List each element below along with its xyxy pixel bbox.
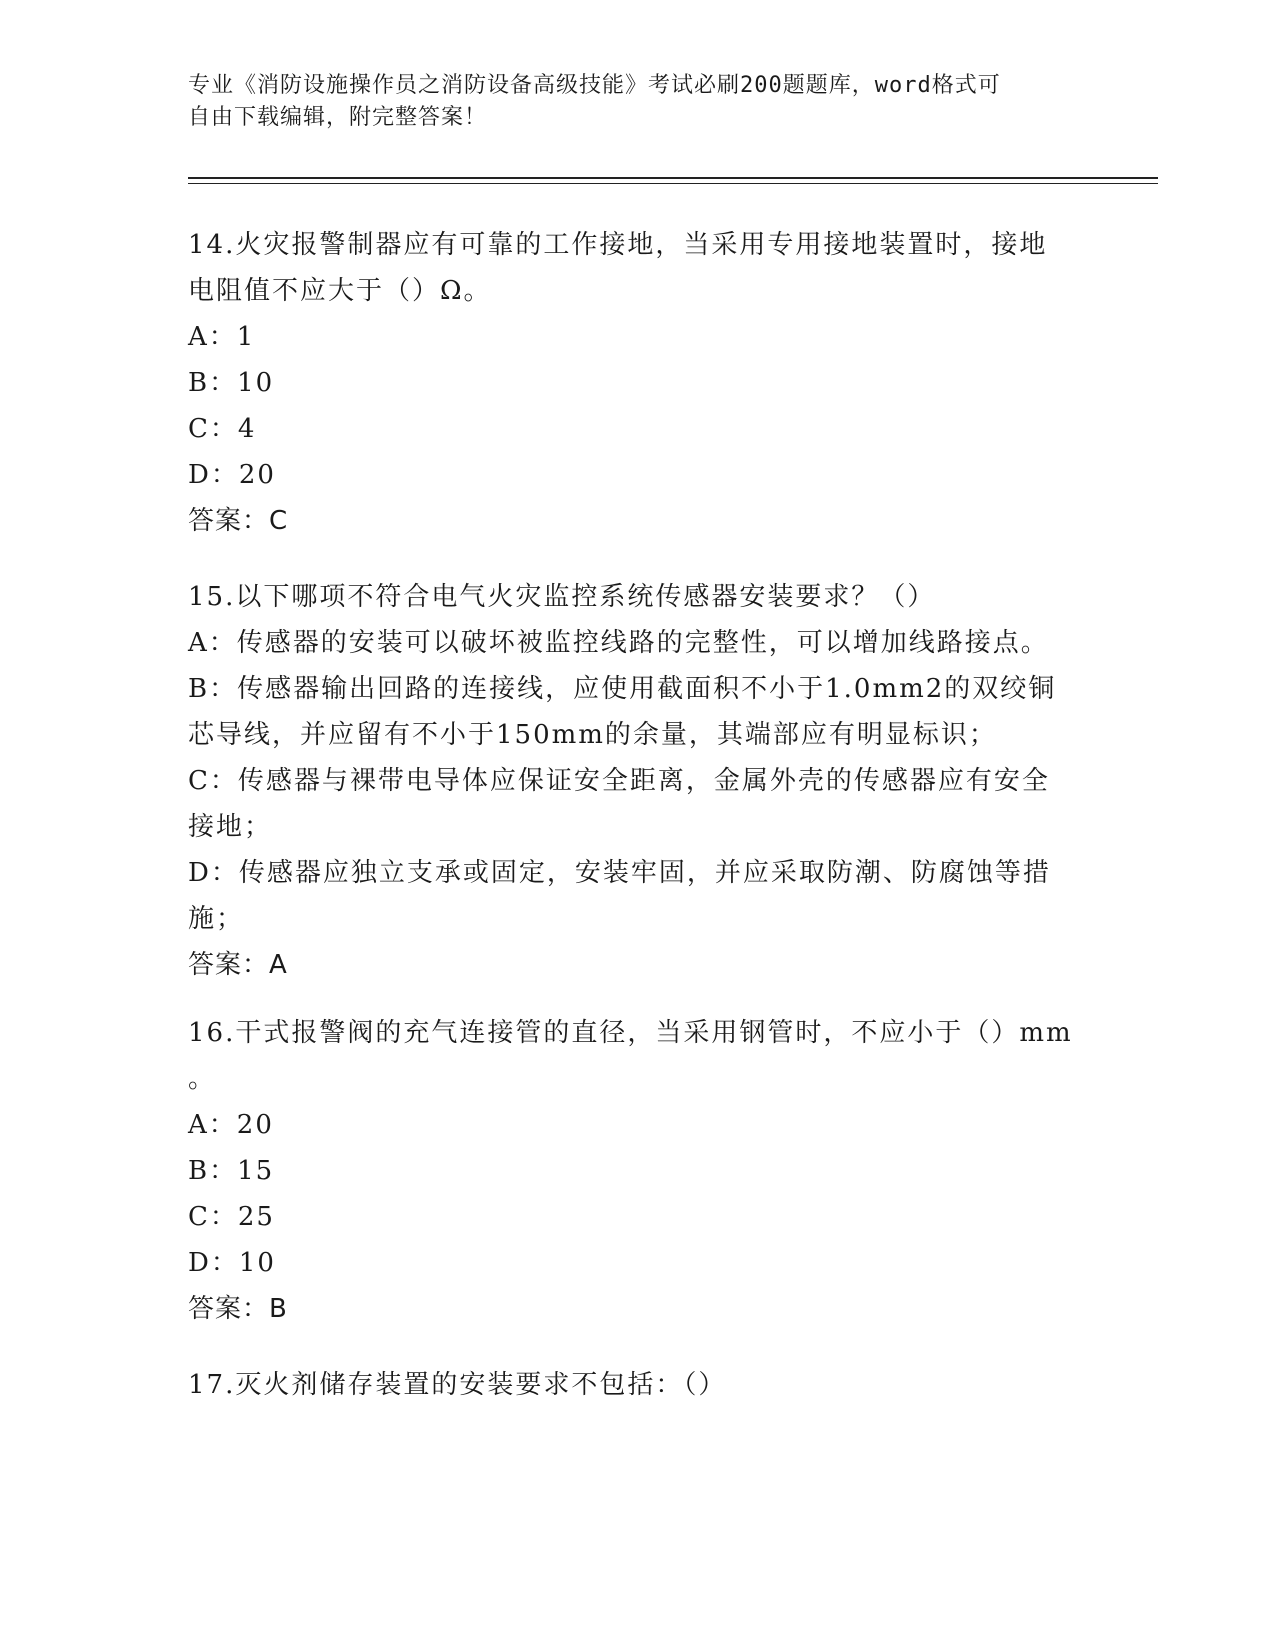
option-d: D：10 bbox=[188, 1248, 276, 1278]
question-15 bbox=[188, 574, 1068, 988]
option-a: A：1 bbox=[188, 322, 256, 352]
option-b: B：传感器输出回路的连接线，应使用截面积不小于1.0mm2的双绞铜 bbox=[188, 674, 1057, 704]
option-b: B：15 bbox=[188, 1156, 275, 1186]
question-stem-cont: 。 bbox=[188, 1064, 217, 1094]
option-b-cont: 芯导线，并应留有不小于150mm的余量，其端部应有明显标识； bbox=[188, 720, 997, 750]
question-stem: 15.以下哪项不符合电气火灾监控系统传感器安装要求？（） bbox=[188, 582, 936, 612]
answer: 答案：C bbox=[188, 506, 289, 536]
question-14 bbox=[188, 222, 1068, 544]
header-line-2: 自由下载编辑，附完整答案！ bbox=[188, 105, 488, 130]
question-stem: 17.灭火剂储存装置的安装要求不包括：（） bbox=[188, 1370, 727, 1400]
question-17 bbox=[188, 1362, 1068, 1408]
document-header bbox=[188, 70, 1088, 134]
option-c: C：25 bbox=[188, 1202, 275, 1232]
header-rule-thin bbox=[188, 183, 1158, 184]
question-stem: 14.火灾报警制器应有可靠的工作接地，当采用专用接地装置时，接地 bbox=[188, 230, 1048, 260]
option-b: B：10 bbox=[188, 368, 275, 398]
answer: 答案：A bbox=[188, 950, 288, 980]
answer: 答案：B bbox=[188, 1294, 288, 1324]
option-a: A：传感器的安装可以破坏被监控线路的完整性，可以增加线路接点。 bbox=[188, 628, 1049, 658]
option-c: C：传感器与裸带电导体应保证安全距离，金属外壳的传感器应有安全 bbox=[188, 766, 1050, 796]
option-c-cont: 接地； bbox=[188, 812, 273, 842]
option-a: A：20 bbox=[188, 1110, 274, 1140]
question-stem-cont: 电阻值不应大于（）Ω。 bbox=[188, 276, 492, 306]
option-c: C：4 bbox=[188, 414, 257, 444]
header-rule-thick bbox=[188, 177, 1158, 179]
question-16 bbox=[188, 1010, 1073, 1332]
header-line-1: 专业《消防设施操作员之消防设备高级技能》考试必刷200题题库，word格式可 bbox=[188, 73, 1001, 98]
option-d: D：传感器应独立支承或固定，安装牢固，并应采取防潮、防腐蚀等措 bbox=[188, 858, 1051, 888]
option-d: D：20 bbox=[188, 460, 276, 490]
question-stem: 16.干式报警阀的充气连接管的直径，当采用钢管时，不应小于（）mm bbox=[188, 1018, 1073, 1048]
option-d-cont: 施； bbox=[188, 904, 245, 934]
